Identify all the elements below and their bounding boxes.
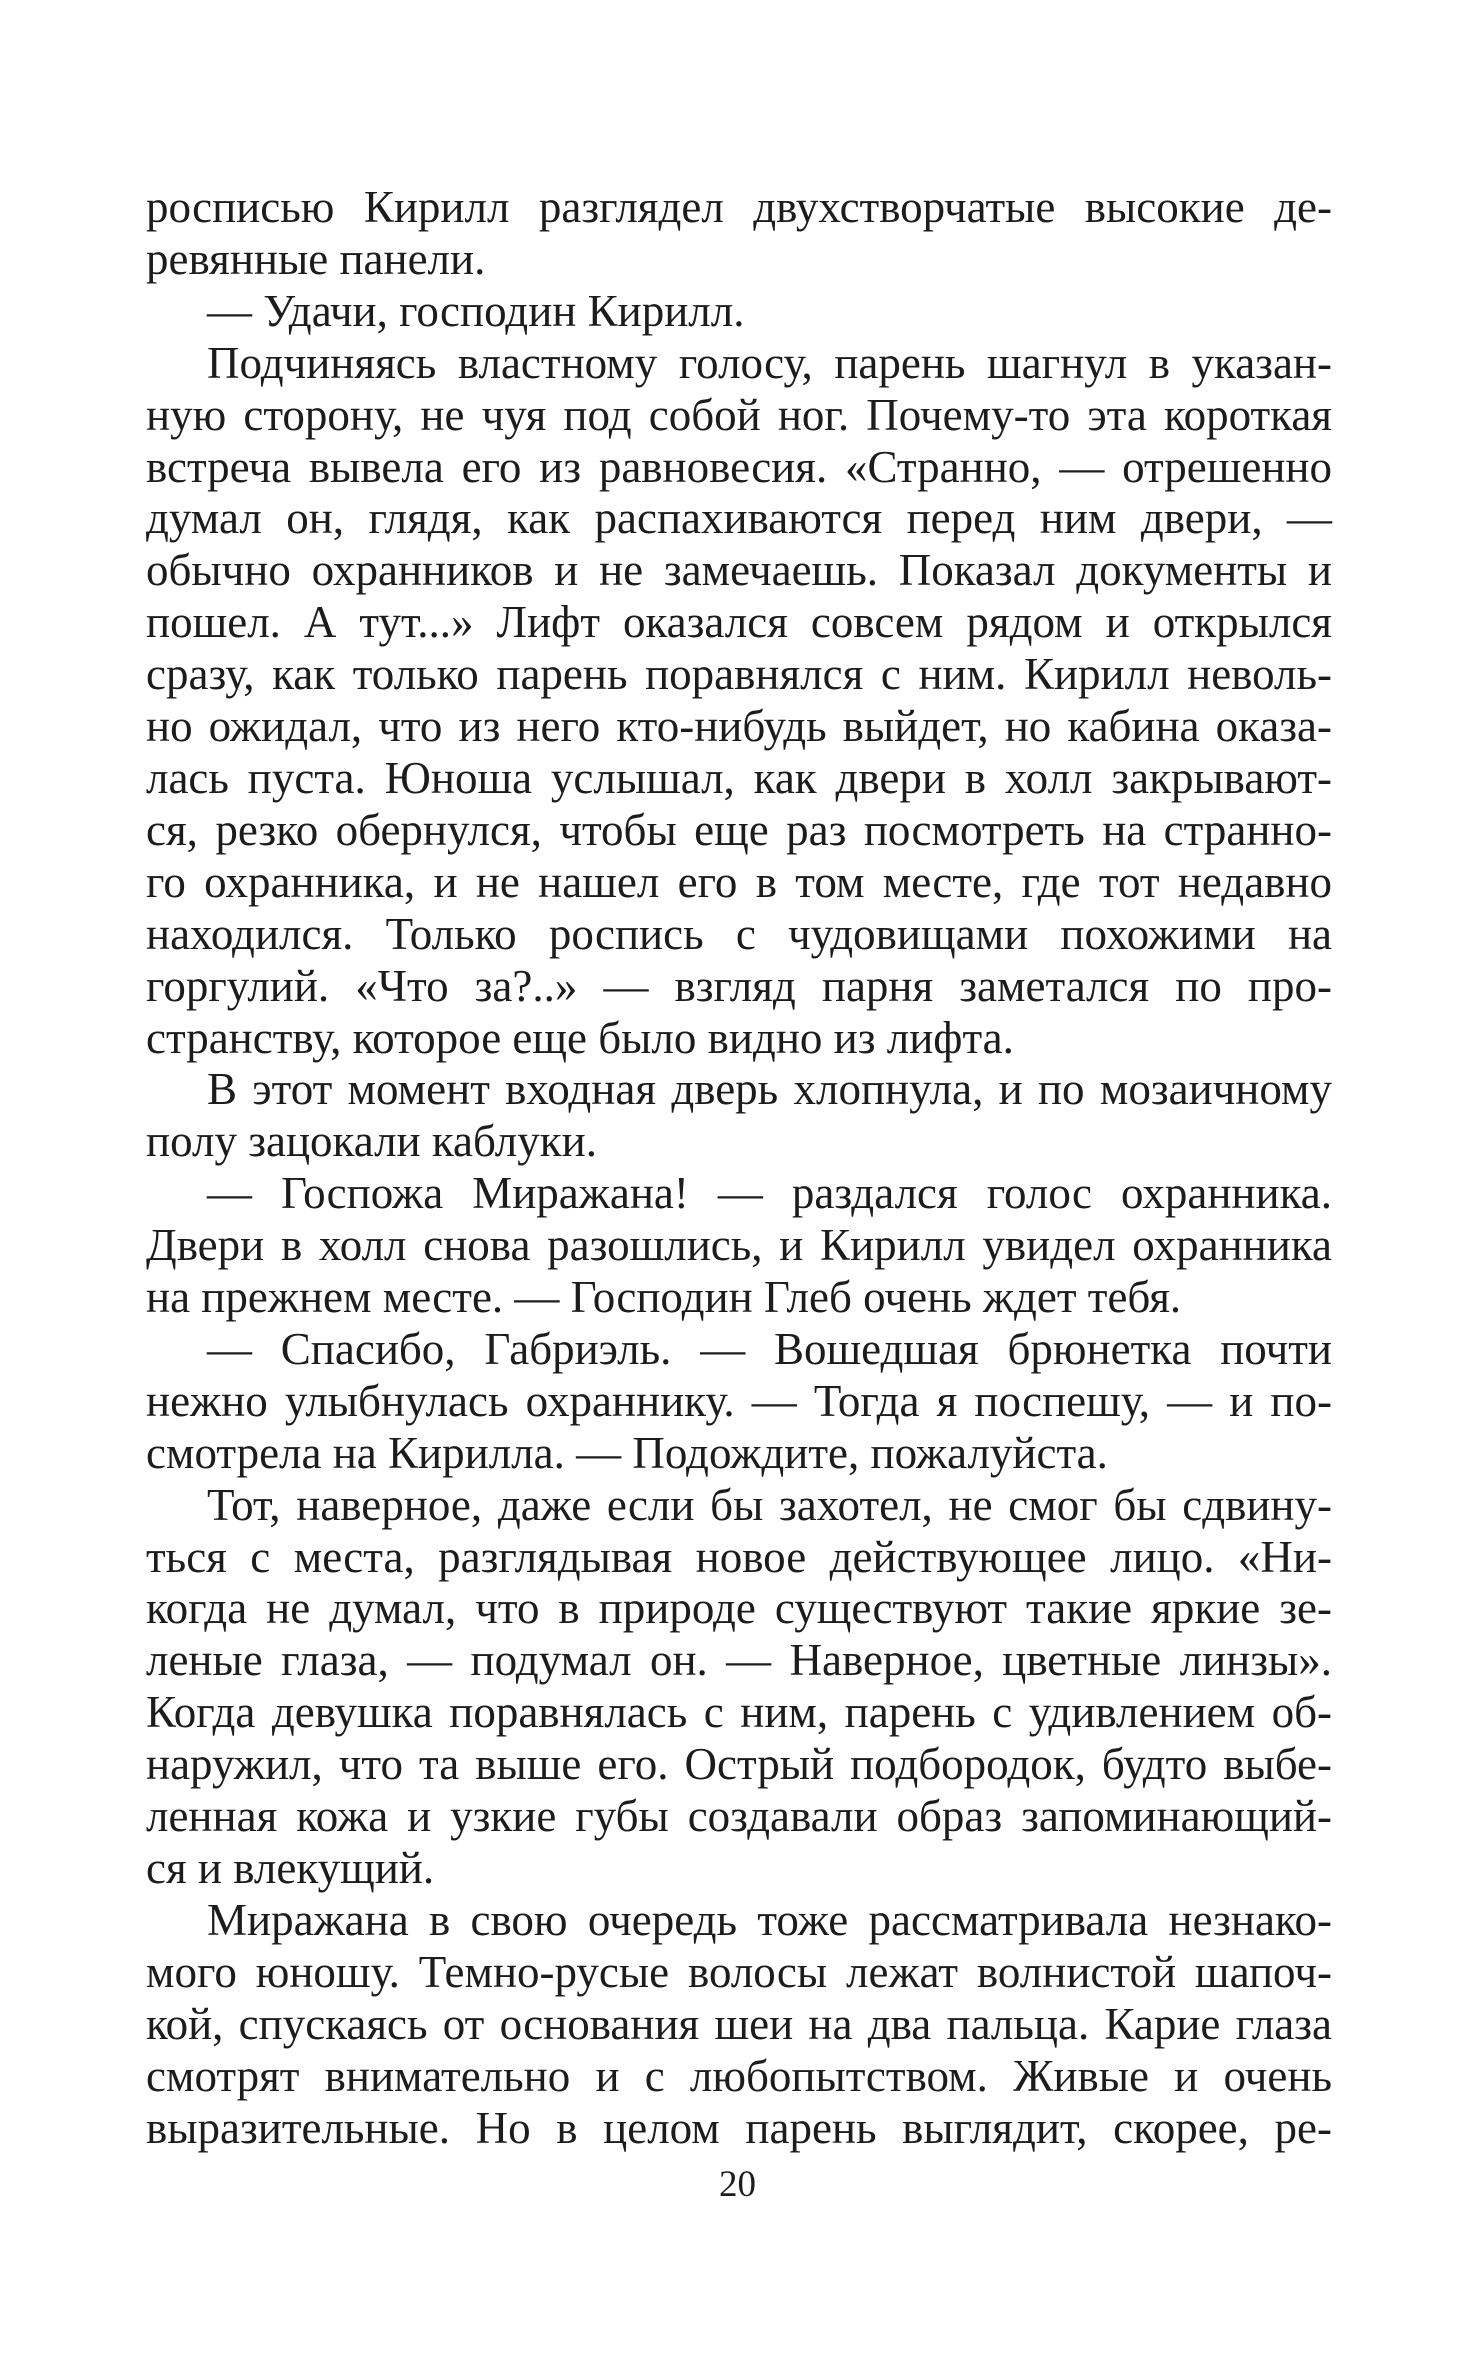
text-line: странству, которое еще было видно из лифта.: [146, 1012, 1014, 1063]
text-line: встреча вывела его из равновесия. «Странно, — отрешенно: [146, 441, 1332, 492]
text-line: ться с места, разглядывая новое действующее лицо. «Ни-: [146, 1531, 1332, 1582]
text-line: кой, спускаясь от основания шеи на два пальца. Карие глаза: [146, 1998, 1332, 2049]
text-line: пошел. А тут...» Лифт оказался совсем рядом и открылся: [146, 597, 1332, 648]
text-line: находился. Только роспись с чудовищами похожими на: [146, 908, 1332, 959]
paragraph: [146, 1480, 1332, 1895]
paragraph: [146, 182, 1332, 286]
text-line: го охранника, и не нашел его в том месте, где тот недавно: [146, 856, 1332, 907]
text-line: ся и влекущий.: [146, 1843, 435, 1893]
text-line: полу зацокали каблуки.: [146, 1116, 597, 1167]
text-line: Тот, наверное, даже если бы захотел, не смог бы сдвину-: [207, 1479, 1332, 1530]
text-line: мого юношу. Темно-русые волосы лежат волнистой шапоч-: [146, 1946, 1332, 1997]
text-line: ся, резко обернулся, чтобы еще раз посмотреть на странно-: [146, 804, 1332, 855]
paragraph: [146, 1895, 1332, 2155]
text-line: обычно охранников и не замечаешь. Показал документы и: [146, 545, 1332, 596]
text-line: смотрят внимательно и с любопытством. Живые и очень: [146, 2050, 1332, 2101]
text-line: горгулий. «Что за?..» — взгляд парня заметался по про-: [146, 960, 1332, 1011]
paragraph: [146, 1168, 1332, 1324]
text-line: — Удачи, господин Кирилл.: [207, 285, 745, 336]
text-line: Миражана в свою очередь тоже рассматривала незнако-: [207, 1894, 1332, 1945]
text-line: сразу, как только парень поравнялся с ним. Кирилл неволь-: [146, 649, 1332, 700]
text-line: росписью Кирилл разглядел двухстворчатые высокие де-: [146, 182, 1332, 232]
text-line: наружил, что та выше его. Острый подбородок, будто выбе-: [146, 1739, 1332, 1790]
text-line: думал он, глядя, как распахиваются перед ним двери, —: [146, 493, 1332, 544]
text-line: — Госпожа Миражана! — раздался голос охранника.: [207, 1168, 1332, 1219]
text-line: но ожидал, что из него кто-нибудь выйдет, но кабина оказа-: [146, 701, 1332, 752]
text-line: выразительные. Но в целом парень выглядит, скорее, ре-: [146, 2102, 1332, 2153]
text-line: Двери в холл снова разошлись, и Кирилл увидел охранника: [146, 1220, 1332, 1271]
text-line: лась пуста. Юноша услышал, как двери в холл закрывают-: [146, 752, 1332, 803]
text-line: ную сторону, не чуя под собой ног. Почему-то эта короткая: [146, 389, 1332, 440]
text-line: Когда девушка поравнялась с ним, парень с удивлением об-: [146, 1687, 1332, 1738]
text-line: ревянные панели.: [146, 233, 486, 284]
text-line: нежно улыбнулась охраннику. — Тогда я поспешу, — и по-: [146, 1375, 1332, 1426]
text-line: на прежнем месте. — Господин Глеб очень ждет тебя.: [146, 1272, 1182, 1323]
paragraph: [146, 286, 1332, 338]
paragraph: [146, 1324, 1332, 1480]
text-line: леные глаза, — подумал он. — Наверное, цветные линзы».: [146, 1635, 1332, 1686]
page-text: [146, 182, 1332, 2154]
paragraph: [146, 1064, 1332, 1168]
text-line: смотрела на Кирилла. — Подождите, пожалуйста.: [146, 1427, 1108, 1478]
text-line: В этот момент входная дверь хлопнула, и по мозаичному: [207, 1064, 1332, 1115]
text-line: Подчиняясь властному голосу, парень шагнул в указан-: [207, 337, 1332, 388]
text-line: ленная кожа и узкие губы создавали образ запоминающий-: [146, 1791, 1332, 1842]
paragraph: [146, 338, 1332, 1065]
text-line: — Спасибо, Габриэль. — Вошедшая брюнетка почти: [207, 1323, 1332, 1374]
page-number: 20: [719, 2164, 756, 2205]
text-line: когда не думал, что в природе существуют такие яркие зе-: [146, 1583, 1332, 1634]
